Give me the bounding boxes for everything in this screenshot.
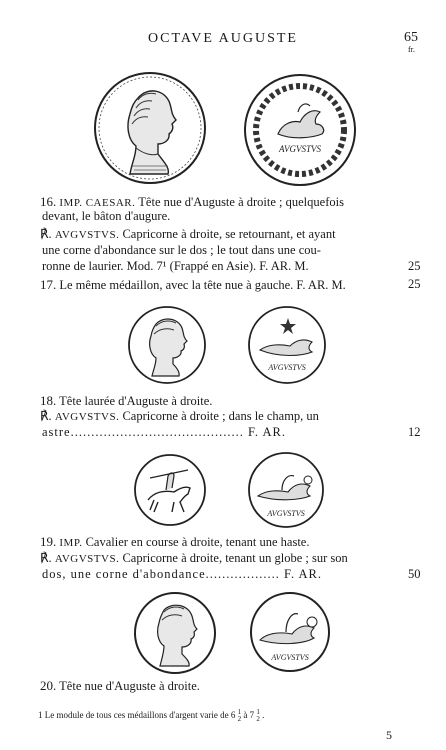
fraction-2-denominator: 2 — [256, 715, 260, 723]
entry-17-text: Le même médaillon, avec la tête nue à gauche. F. AR. M. — [59, 278, 346, 292]
entry-16-line-3 — [40, 227, 378, 243]
coin-18-reverse-legend: AVGVSTVS — [268, 363, 306, 372]
entry-18-line-1 — [40, 393, 212, 409]
entry-19-price: 50 — [408, 567, 421, 581]
page-number: 65 — [404, 30, 418, 45]
price-unit-label: fr. — [408, 45, 415, 54]
entry-16-line-5: ronne de laurier. Mod. 7¹ (Frappé en Asie). F. AR. M. — [42, 259, 309, 273]
entry-16-reverse-legend: AVGVSTVS. — [54, 229, 120, 241]
entry-16-reverse-text: Capricorne à droite, se retournant, et ayant — [122, 227, 336, 241]
coin-19-reverse-legend: AVGVSTVS — [267, 509, 305, 518]
coin-20-reverse — [248, 590, 332, 674]
entry-17-price: 25 — [408, 277, 421, 291]
entry-18-price: 12 — [408, 425, 421, 439]
coin-19-reverse — [246, 450, 326, 530]
entry-16-line-2: devant, le bâton d'augure. — [42, 209, 171, 223]
entry-20-number: 20. — [40, 678, 57, 693]
coin-18-reverse — [246, 304, 328, 386]
fraction-1-numerator: 1 — [237, 708, 242, 716]
entry-17-line — [40, 277, 346, 293]
entry-18-line-2 — [40, 409, 378, 425]
footnote — [38, 709, 264, 723]
entry-19-reverse-legend: AVGVSTVS. — [54, 553, 120, 565]
entry-19-line-2 — [40, 551, 378, 567]
coin-18-obverse — [126, 304, 208, 386]
entry-19-reverse-mark: ℟. — [40, 551, 52, 565]
footnote-fraction-1 — [238, 709, 242, 723]
signature-mark: 5 — [386, 728, 392, 742]
coin-16-obverse — [92, 70, 208, 186]
coin-20-reverse-legend: AVGVSTVS — [271, 653, 309, 662]
entry-16-obverse-legend: IMP. CAESAR. — [59, 197, 136, 209]
running-head: OCTAVE AUGUSTE — [148, 31, 298, 46]
entry-18-reverse-legend: AVGVSTVS. — [54, 411, 120, 423]
entry-16-line-4: une corne d'abondance sur le dos ; le tout dans une cou- — [42, 243, 321, 257]
entry-19-line-1 — [40, 534, 309, 551]
entry-19-obverse-legend: IMP. — [59, 537, 83, 549]
entry-16-number: 16. — [40, 194, 57, 209]
coin-16-reverse — [242, 72, 358, 188]
entry-18-number: 18. — [40, 393, 57, 408]
entry-20-obverse-text: Tête nue d'Auguste à droite. — [59, 679, 200, 693]
entry-16-obverse-text: Tête nue d'Auguste à droite ; quelquefois — [138, 195, 344, 209]
coin-20-obverse — [132, 590, 218, 676]
entry-19-obverse-text: Cavalier en course à droite, tenant une haste. — [85, 535, 310, 549]
entry-19-line-3: dos, une corne d'abondance.................. F. AR. — [42, 567, 322, 581]
entry-20-line — [40, 678, 200, 694]
entry-16-price: 25 — [408, 259, 421, 273]
entry-17-number: 17. — [40, 277, 57, 292]
entry-19-number: 19. — [40, 534, 57, 549]
footnote-fraction-2 — [256, 709, 260, 723]
footnote-middle: à 7 — [243, 710, 255, 721]
coin-19-obverse — [132, 452, 208, 528]
entry-16-reverse-mark: ℟. — [40, 227, 52, 241]
entry-18-obverse-text: Tête laurée d'Auguste à droite. — [59, 394, 213, 408]
footnote-end: . — [262, 710, 265, 721]
entry-18-reverse-mark: ℟. — [40, 409, 52, 423]
entry-18-line-3: astre.......................................... F. AR. — [42, 425, 286, 439]
footnote-text: Le module de tous ces médaillons d'argent varie de 6 — [44, 710, 236, 721]
coin-16-reverse-legend: AVGVSTVS — [278, 144, 322, 154]
fraction-2-numerator: 1 — [256, 708, 260, 716]
entry-19-reverse-text: Capricorne à droite, tenant un globe ; sur son — [122, 551, 348, 565]
entry-18-reverse-text: Capricorne à droite ; dans le champ, un — [122, 409, 319, 423]
footnote-marker: 1 — [38, 710, 43, 721]
fraction-1-denominator: 2 — [237, 715, 242, 723]
